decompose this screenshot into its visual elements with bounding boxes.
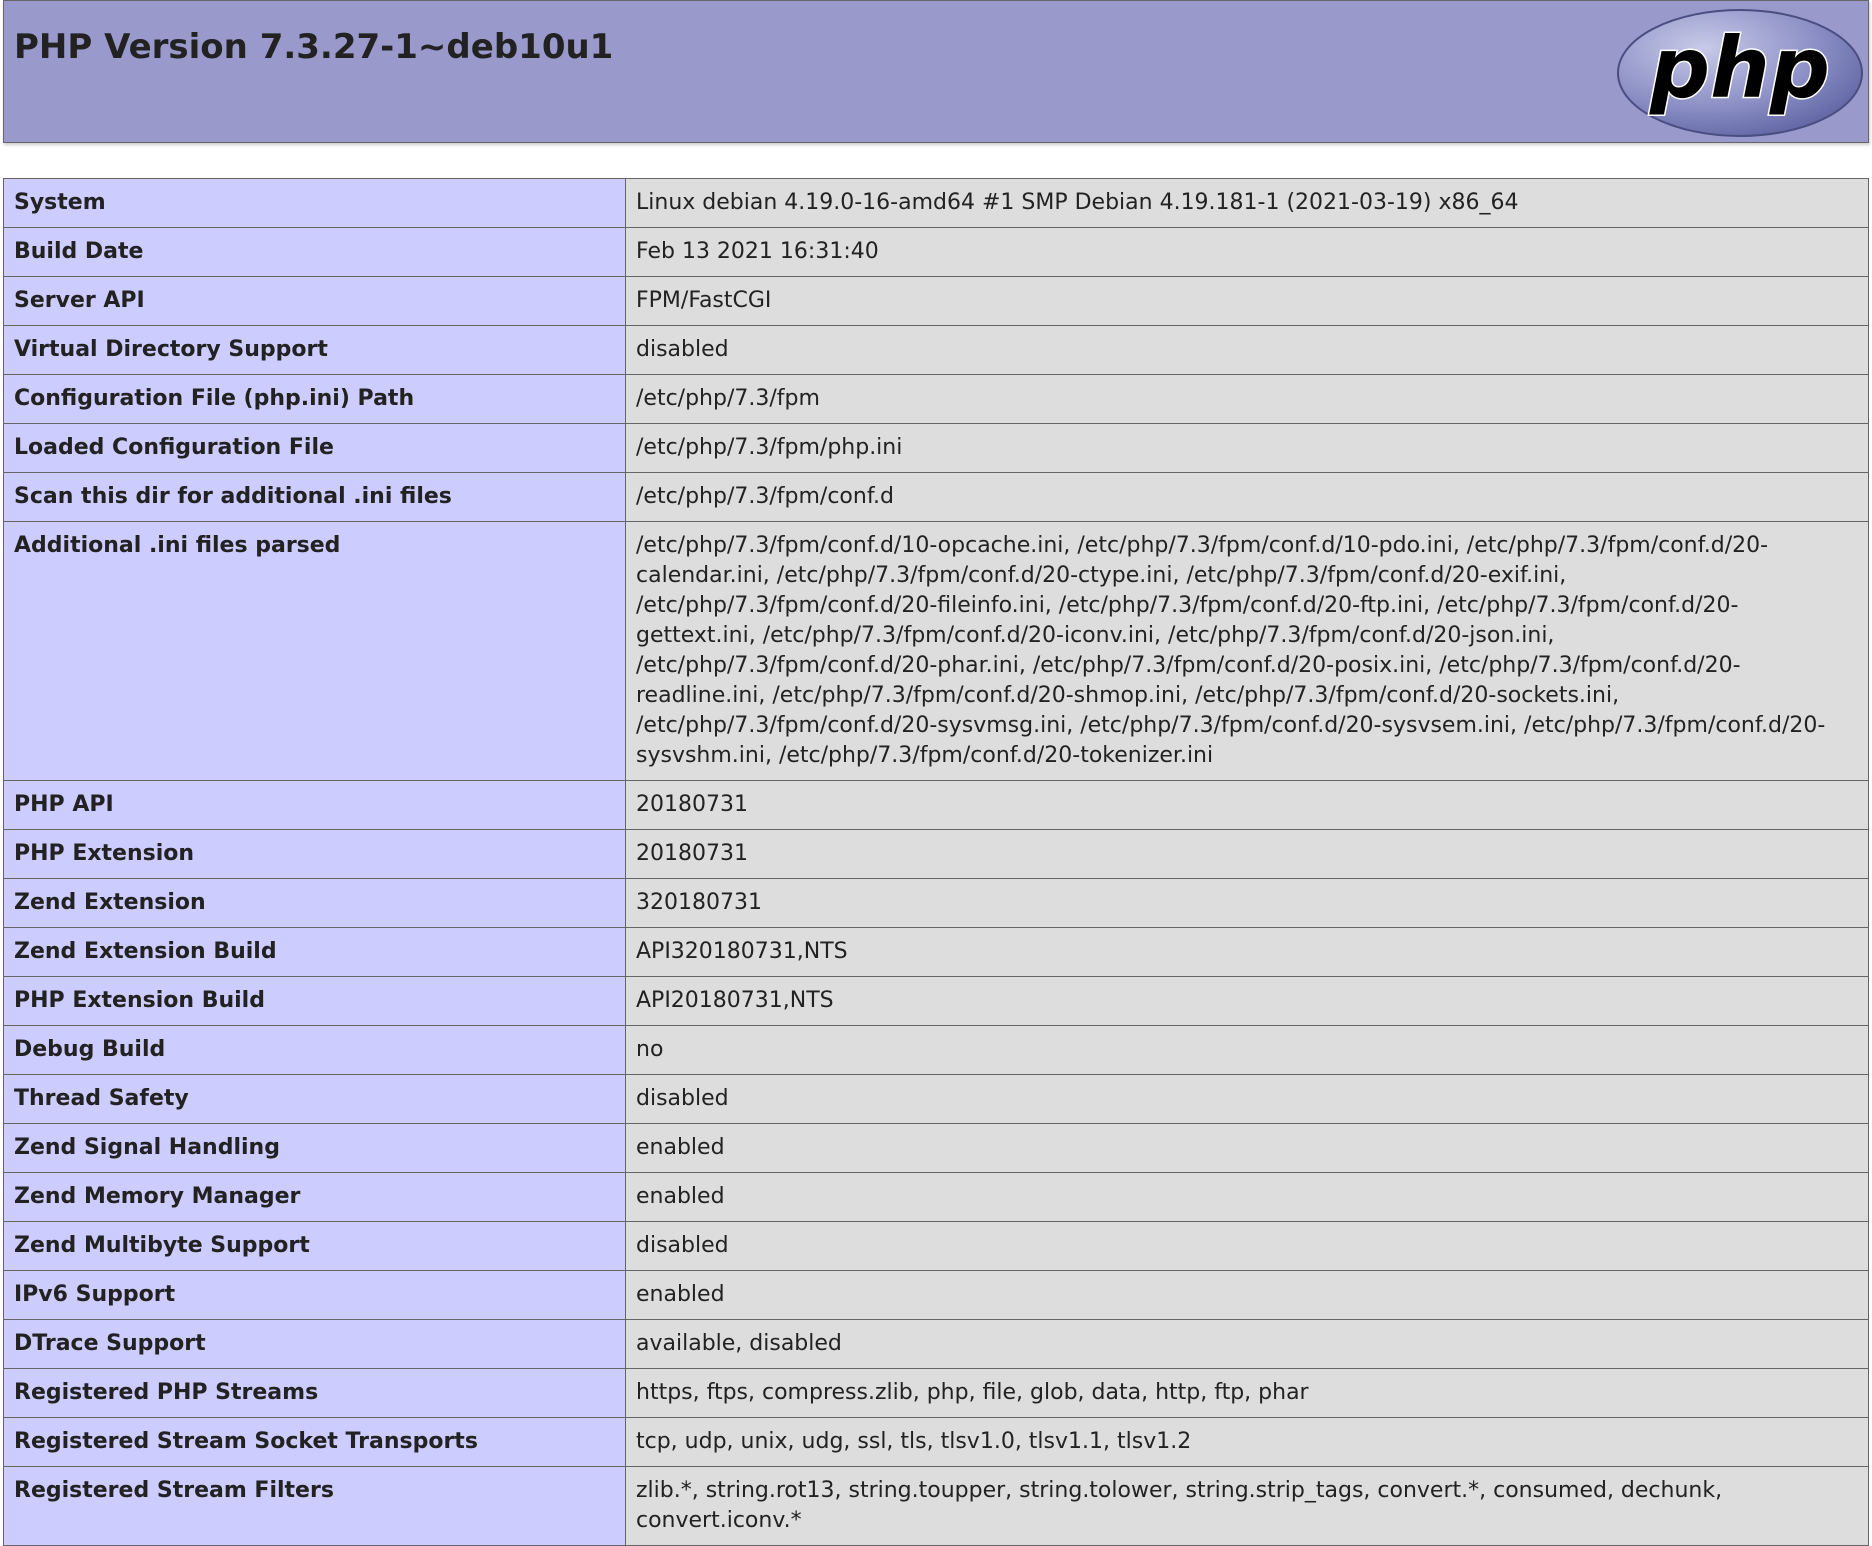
table-row [4,1173,1869,1222]
row-value: tcp, udp, unix, udg, ssl, tls, tlsv1.0, tlsv1.1, tlsv1.2 [626,1418,1869,1467]
row-key: Zend Memory Manager [4,1173,626,1222]
table-row [4,1026,1869,1075]
table-row [4,424,1869,473]
row-key: PHP Extension [4,830,626,879]
table-row [4,781,1869,830]
row-value: https, ftps, compress.zlib, php, file, glob, data, http, ftp, phar [626,1369,1869,1418]
row-value: available, disabled [626,1320,1869,1369]
row-value: FPM/FastCGI [626,277,1869,326]
row-value: /etc/php/7.3/fpm/conf.d [626,473,1869,522]
row-key: Registered Stream Filters [4,1467,626,1546]
row-value: API20180731,NTS [626,977,1869,1026]
row-value: disabled [626,1075,1869,1124]
table-row [4,830,1869,879]
row-key: Thread Safety [4,1075,626,1124]
table-row [4,473,1869,522]
row-key: Loaded Configuration File [4,424,626,473]
row-key: Zend Extension [4,879,626,928]
row-value: Feb 13 2021 16:31:40 [626,228,1869,277]
row-value: /etc/php/7.3/fpm/php.ini [626,424,1869,473]
row-key: DTrace Support [4,1320,626,1369]
table-row [4,1369,1869,1418]
php-logo[interactable] [1615,7,1865,139]
table-row [4,179,1869,228]
row-value: enabled [626,1271,1869,1320]
php-logo-text: php [1649,19,1831,117]
row-value: enabled [626,1173,1869,1222]
row-value: API320180731,NTS [626,928,1869,977]
row-key: Registered PHP Streams [4,1369,626,1418]
row-value: no [626,1026,1869,1075]
row-key: Registered Stream Socket Transports [4,1418,626,1467]
row-key: IPv6 Support [4,1271,626,1320]
row-key: Configuration File (php.ini) Path [4,375,626,424]
table-row [4,277,1869,326]
row-value: Linux debian 4.19.0-16-amd64 #1 SMP Debian 4.19.181-1 (2021-03-19) x86_64 [626,179,1869,228]
row-value: /etc/php/7.3/fpm/conf.d/10-opcache.ini, /etc/php/7.3/fpm/conf.d/10-pdo.ini, /etc/php/7.3/fpm/conf.d/20-calendar.ini, /etc/php/7.3/fpm/conf.d/20-ctype.ini, /etc/php/7.3/fpm/conf.d/20-exif.ini, /etc/php/7.3/fpm/conf.d/20-fileinfo.ini, /etc/php/7.3/fpm/conf.d/20-ftp.ini, /etc/php/7.3/fpm/conf.d/20-gettext.ini, /etc/php/7.3/fpm/conf.d/20-iconv.ini, /etc/php/7.3/fpm/conf.d/20-json.ini, /etc/php/7.3/fpm/conf.d/20-phar.ini, /etc/php/7.3/fpm/conf.d/20-posix.ini, /etc/php/7.3/fpm/conf.d/20-readline.ini, /etc/php/7.3/fpm/conf.d/20-shmop.ini, /etc/php/7.3/fpm/conf.d/20-sockets.ini, /etc/php/7.3/fpm/conf.d/20-sysvmsg.ini, /etc/php/7.3/fpm/conf.d/20-sysvsem.ini, /etc/php/7.3/fpm/conf.d/20-sysvshm.ini, /etc/php/7.3/fpm/conf.d/20-tokenizer.ini [626,522,1869,781]
row-value: enabled [626,1124,1869,1173]
row-key: Zend Extension Build [4,928,626,977]
table-row [4,977,1869,1026]
table-row [4,1320,1869,1369]
table-row [4,928,1869,977]
table-row [4,1222,1869,1271]
row-key: PHP Extension Build [4,977,626,1026]
row-key: Server API [4,277,626,326]
table-row [4,375,1869,424]
row-value: 320180731 [626,879,1869,928]
table-row [4,1418,1869,1467]
row-key: Zend Multibyte Support [4,1222,626,1271]
table-row [4,1124,1869,1173]
row-value: disabled [626,1222,1869,1271]
row-key: Debug Build [4,1026,626,1075]
row-key: Additional .ini files parsed [4,522,626,781]
row-key: Zend Signal Handling [4,1124,626,1173]
table-row [4,228,1869,277]
info-table-body [4,179,1869,1546]
page-header [3,0,1869,143]
table-row [4,1075,1869,1124]
table-row [4,1467,1869,1546]
row-value: disabled [626,326,1869,375]
row-key: Virtual Directory Support [4,326,626,375]
row-key: Build Date [4,228,626,277]
row-key: PHP API [4,781,626,830]
info-table [3,178,1869,1546]
row-value: 20180731 [626,830,1869,879]
row-value: /etc/php/7.3/fpm [626,375,1869,424]
row-key: System [4,179,626,228]
page-title: PHP Version 7.3.27-1~deb10u1 [14,27,614,67]
row-value: zlib.*, string.rot13, string.toupper, string.tolower, string.strip_tags, convert.*, consumed, dechunk, convert.iconv.* [626,1467,1869,1546]
table-row [4,522,1869,781]
table-row [4,1271,1869,1320]
table-row [4,326,1869,375]
row-key: Scan this dir for additional .ini files [4,473,626,522]
table-row [4,879,1869,928]
row-value: 20180731 [626,781,1869,830]
